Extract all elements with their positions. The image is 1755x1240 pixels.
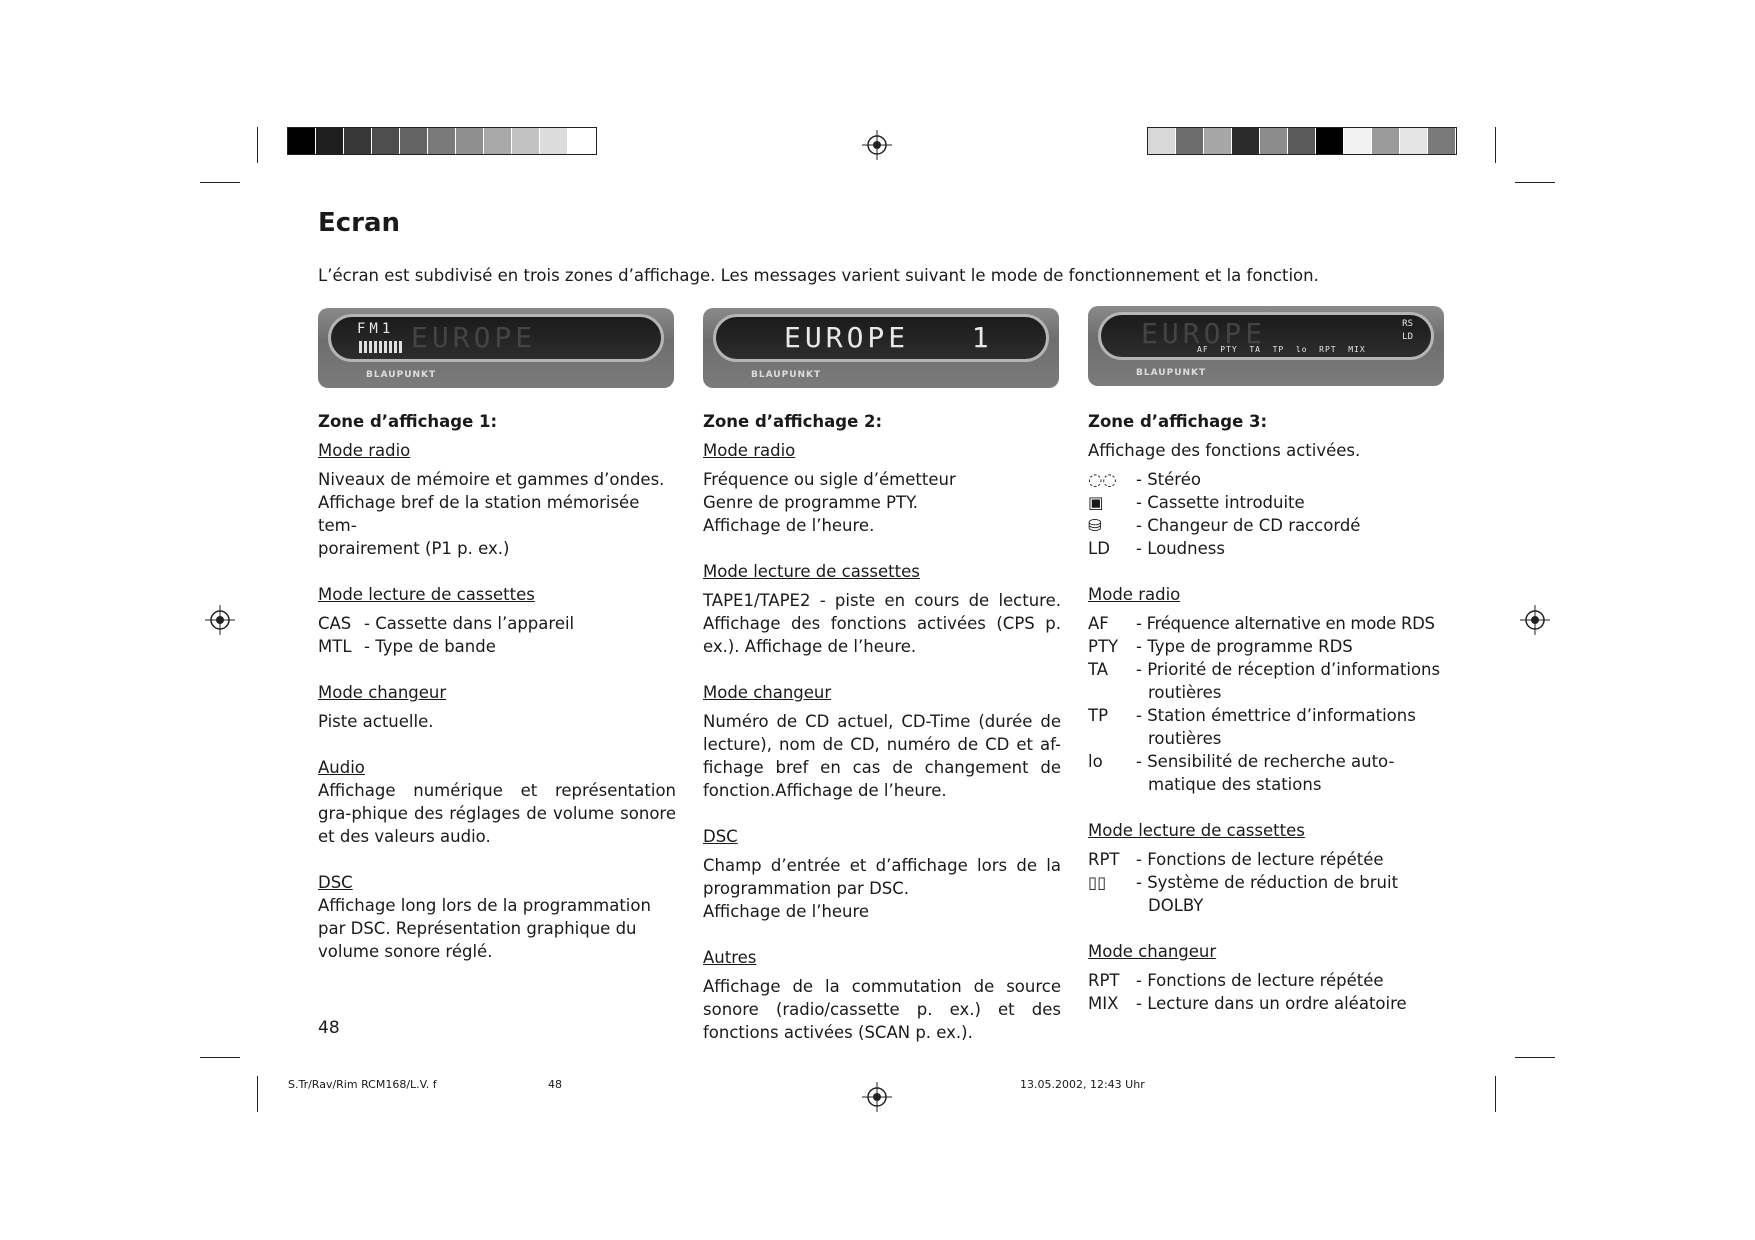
subsection-title: Mode radio: [703, 441, 796, 460]
crop-mark: [257, 127, 258, 163]
dolby-icon: ▯▯: [1088, 873, 1107, 892]
registration-mark-icon: [862, 130, 892, 160]
color-swatch: [512, 128, 540, 154]
crop-mark: [1495, 127, 1496, 163]
color-swatch: [288, 128, 316, 154]
column-zone-1: [318, 410, 676, 963]
page-number: 48: [318, 1018, 340, 1038]
definition-row: MTL - Type de bande: [318, 637, 496, 656]
definition-row: ▯▯ - Système de réduction de bruit DOLBY: [1088, 873, 1399, 915]
display-segment-text: FM1: [357, 321, 395, 337]
subsection-title: Autres: [703, 948, 757, 967]
cassette-icon: ▣: [1088, 493, 1104, 512]
subsection-title: DSC: [318, 873, 353, 892]
paragraph: Niveaux de mémoire et gammes d’ondes.: [318, 470, 665, 489]
definition-row: TA - Priorité de réception d’informations routières: [1088, 660, 1441, 702]
brand-logo: BLAUPUNKT: [751, 370, 822, 380]
paragraph: Champ d’entrée et d’affichage lors de la programmation par DSC.: [703, 856, 1061, 898]
paragraph: Genre de programme PTY.: [703, 493, 918, 512]
color-swatch: [456, 128, 484, 154]
definition-row: RPT - Fonctions de lecture répétée: [1088, 850, 1384, 869]
color-swatch: [1204, 128, 1232, 154]
paragraph: Affichage de l’heure: [703, 902, 870, 921]
level-bars: [359, 341, 403, 353]
color-swatch: [484, 128, 512, 154]
registration-mark-icon: [1520, 605, 1550, 635]
color-swatch: [1372, 128, 1400, 154]
display-image-zone-3: [1088, 306, 1444, 386]
stereo-icon: ◌◌: [1088, 470, 1117, 489]
color-swatch: [400, 128, 428, 154]
subsection-title: Mode changeur: [318, 683, 447, 702]
intro-text: L’écran est subdivisé en trois zones d’affichage. Les messages varient suivant le mode de fonctionnement et la fonction.: [318, 266, 1319, 285]
paragraph: Affichage de l’heure.: [703, 516, 875, 535]
subsection-title: Audio: [318, 758, 365, 777]
subsection-title: DSC: [703, 827, 738, 846]
color-swatch: [372, 128, 400, 154]
crop-mark: [200, 1057, 240, 1058]
brand-logo: BLAUPUNKT: [1136, 368, 1207, 378]
color-swatch: [1232, 128, 1260, 154]
section-heading: Zone d’affichage 2:: [703, 412, 883, 431]
paragraph: Affichage numérique et représentation gra-phique des réglages de volume sonore et des valeurs audio.: [318, 781, 676, 846]
definition-row: AF - Fréquence alternative en mode RDS: [1088, 614, 1435, 633]
color-swatch: [1428, 128, 1456, 154]
definition-row: ⛁ - Changeur de CD raccordé: [1088, 516, 1361, 535]
footer-page: 48: [548, 1078, 562, 1091]
color-bar-left: [287, 127, 597, 155]
section-heading: Zone d’affichage 1:: [318, 412, 498, 431]
page-title: Ecran: [318, 208, 401, 238]
cd-changer-icon: ⛁: [1088, 516, 1102, 535]
color-swatch: [1288, 128, 1316, 154]
subsection-title: Mode changeur: [1088, 942, 1217, 961]
color-swatch: [344, 128, 372, 154]
display-side-indicators: RS LD: [1402, 319, 1413, 342]
subsection-title: Mode lecture de cassettes: [318, 585, 535, 604]
crop-mark: [1515, 182, 1555, 183]
color-swatch: [1260, 128, 1288, 154]
display-image-zone-1: [318, 308, 674, 388]
color-swatch: [1148, 128, 1176, 154]
color-swatch: [540, 128, 568, 154]
definition-row: TP - Station émettrice d’informations routières: [1088, 706, 1416, 748]
column-zone-3: [1088, 410, 1450, 1015]
footer-file: S.Tr/Rav/Rim RCM168/L.V. f: [288, 1078, 437, 1091]
paragraph: Affichage long lors de la programmation par DSC. Représentation graphique du volume sonore réglé.: [318, 896, 651, 961]
paragraph: Affichage de la commutation de source sonore (radio/cassette p. ex.) et des fonctions activées (SCAN p. ex.).: [703, 977, 1061, 1042]
registration-mark-icon: [862, 1082, 892, 1112]
definition-row: ▣ - Cassette introduite: [1088, 493, 1305, 512]
definition-row: RPT - Fonctions de lecture répétée: [1088, 971, 1384, 990]
color-swatch: [1176, 128, 1204, 154]
color-swatch: [316, 128, 344, 154]
display-faint-text: EUROPE: [1141, 317, 1267, 350]
paragraph: Piste actuelle.: [318, 712, 434, 731]
definition-row: ◌◌ - Stéréo: [1088, 470, 1201, 489]
color-swatch: [1344, 128, 1372, 154]
paragraph: porairement (P1 p. ex.): [318, 539, 510, 558]
definition-row: MIX - Lecture dans un ordre aléatoire: [1088, 994, 1407, 1013]
paragraph: TAPE1/TAPE2 - piste en cours de lecture. Affichage des fonctions activées (CPS p. ex.). Affichage de l’heure.: [703, 591, 1061, 656]
definition-row: CAS - Cassette dans l’appareil: [318, 614, 575, 633]
brand-logo: BLAUPUNKT: [366, 370, 437, 380]
color-bar-right: [1147, 127, 1457, 155]
crop-mark: [257, 1076, 258, 1112]
definition-row: LD - Loudness: [1088, 539, 1225, 558]
display-faint-text: EUROPE: [411, 321, 537, 354]
paragraph: Affichage des fonctions activées.: [1088, 441, 1361, 460]
crop-mark: [1495, 1076, 1496, 1112]
crop-mark: [200, 182, 240, 183]
subsection-title: Mode changeur: [703, 683, 832, 702]
color-swatch: [568, 128, 596, 154]
subsection-title: Mode radio: [1088, 585, 1181, 604]
crop-mark: [1515, 1057, 1555, 1058]
subsection-title: Mode lecture de cassettes: [703, 562, 920, 581]
paragraph: Fréquence ou sigle d’émetteur: [703, 470, 956, 489]
definition-row: lo - Sensibilité de recherche auto- matique des stations: [1088, 752, 1395, 794]
section-heading: Zone d’affichage 3:: [1088, 412, 1268, 431]
column-zone-2: [703, 410, 1061, 1044]
subsection-title: Mode radio: [318, 441, 411, 460]
footer-date: 13.05.2002, 12:43 Uhr: [1020, 1078, 1145, 1091]
display-function-labels: AF PTY TA TP lo RPT MIX: [1197, 345, 1366, 354]
display-image-zone-2: [703, 308, 1059, 388]
registration-mark-icon: [205, 605, 235, 635]
display-segment-text: EUROPE 1: [784, 321, 993, 354]
subsection-title: Mode lecture de cassettes: [1088, 821, 1305, 840]
color-swatch: [1316, 128, 1344, 154]
definition-row: PTY - Type de programme RDS: [1088, 637, 1353, 656]
color-swatch: [1400, 128, 1428, 154]
paragraph: Affichage bref de la station mémorisée tem-: [318, 493, 640, 535]
paragraph: Numéro de CD actuel, CD-Time (durée de lecture), nom de CD, numéro de CD et af-fichage bref en cas de changement de fonction.Affichage de l’heure.: [703, 712, 1061, 800]
color-swatch: [428, 128, 456, 154]
